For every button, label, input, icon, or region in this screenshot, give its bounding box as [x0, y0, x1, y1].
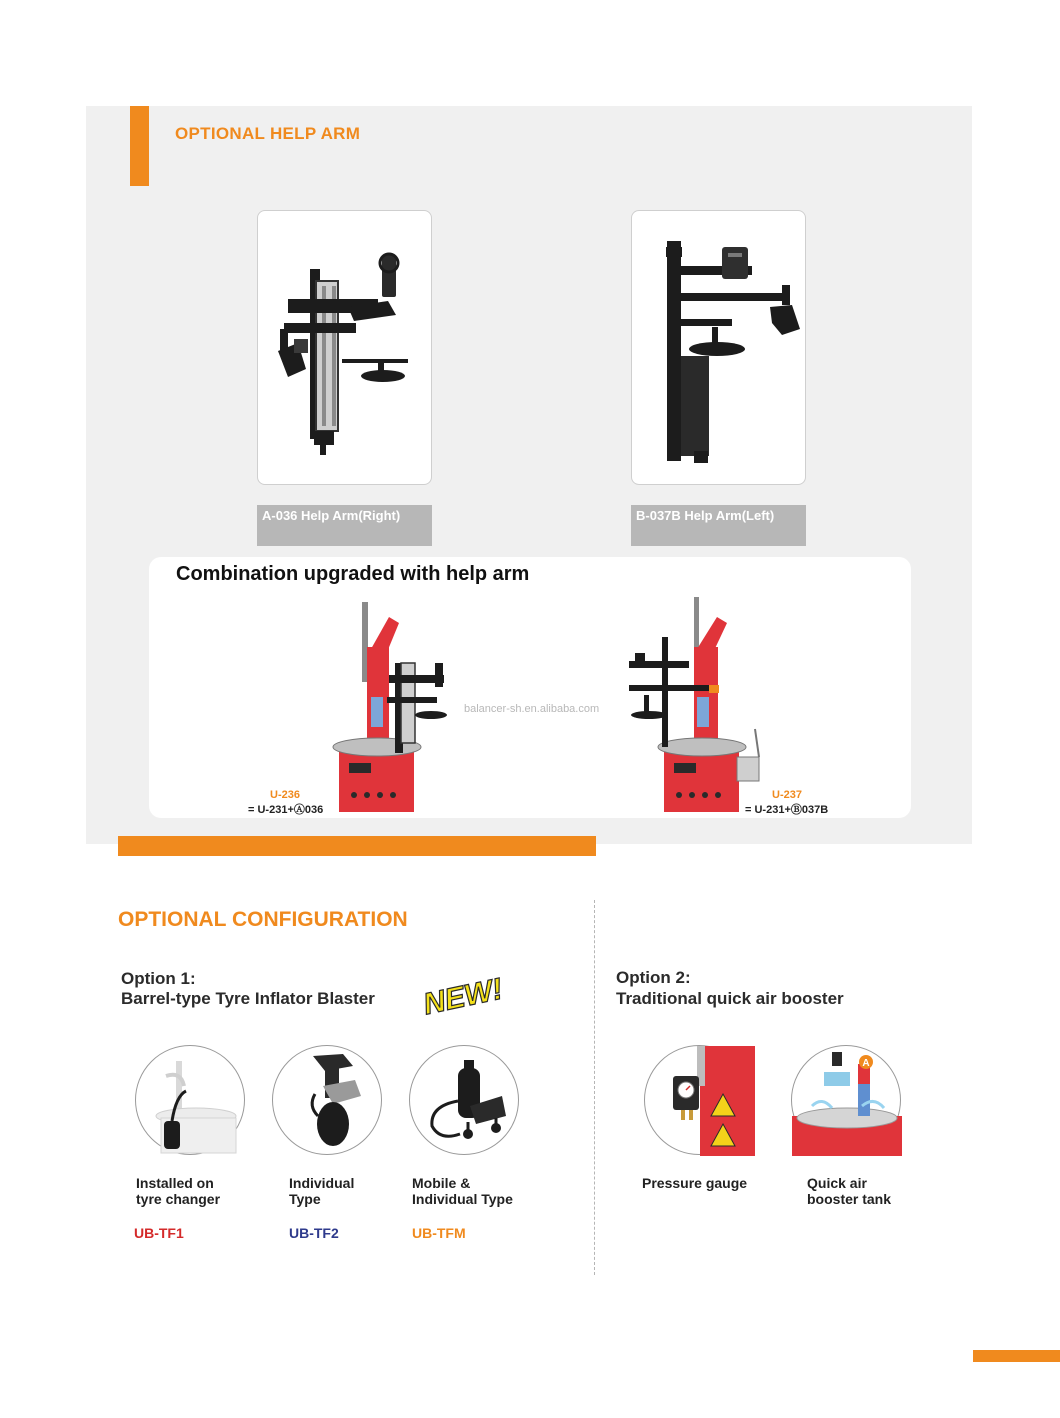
quick-air-booster-tank-image — [791, 1045, 901, 1155]
ub-tf1-code: UB-TF1 — [134, 1225, 184, 1241]
option2-subheading: Traditional quick air booster — [616, 989, 844, 1008]
machine-u236 — [333, 602, 447, 812]
combination-machines-image — [149, 557, 911, 818]
help-arm-section-title: OPTIONAL HELP ARM — [175, 124, 361, 143]
help-arm-b037b-card — [631, 210, 806, 485]
option1-heading: Option 1: — [121, 969, 196, 988]
help-arm-b037b-image — [632, 211, 807, 486]
section-accent-bar — [130, 106, 149, 186]
options-divider — [594, 900, 595, 1275]
option2-heading: Option 2: — [616, 968, 691, 987]
help-arm-a036-card — [257, 210, 432, 485]
new-badge — [416, 962, 506, 1024]
page-corner-tab — [973, 1350, 1060, 1362]
ub-tfm-image — [409, 1045, 519, 1155]
pressure-gauge-label: Pressure gauge — [642, 1175, 748, 1191]
config-section-title: OPTIONAL CONFIGURATION — [118, 908, 408, 931]
watermark: balancer-sh.en.alibaba.com — [464, 703, 600, 715]
combination-title: Combination upgraded with help arm — [176, 563, 530, 585]
combination-card — [149, 557, 911, 818]
pressure-gauge-image — [644, 1045, 754, 1155]
model-u237-name: U-237 — [772, 789, 802, 801]
machine-u237 — [629, 597, 759, 812]
model-u236-name: U-236 — [270, 789, 300, 801]
ub-tf2-code: UB-TF2 — [289, 1225, 339, 1241]
ub-tf2-image — [272, 1045, 382, 1155]
quick-air-booster-tank-label: Quick air booster tank — [807, 1175, 892, 1207]
ub-tf1-label: Installed on tyre changer — [136, 1175, 221, 1207]
model-u236-formula: = U-231+Ⓐ036 — [248, 804, 324, 816]
new-badge-text: NEW! — [420, 972, 506, 1022]
model-u237-formula: = U-231+Ⓑ037B — [745, 804, 829, 816]
booster-marker-a: A — [862, 1058, 870, 1069]
ub-tf1-image — [135, 1045, 245, 1155]
ub-tfm-code: UB-TFM — [412, 1225, 466, 1241]
ub-tf2-label: Individual Type — [289, 1175, 355, 1207]
help-arm-a036-label: A-036 Help Arm(Right) — [257, 505, 432, 546]
section-divider-strip — [118, 836, 596, 856]
ub-tfm-label: Mobile & Individual Type — [412, 1175, 513, 1207]
option1-subheading: Barrel-type Tyre Inflator Blaster — [121, 989, 375, 1008]
help-arm-b037b-label: B-037B Help Arm(Left) — [631, 505, 806, 546]
help-arm-a036-image — [258, 211, 433, 486]
